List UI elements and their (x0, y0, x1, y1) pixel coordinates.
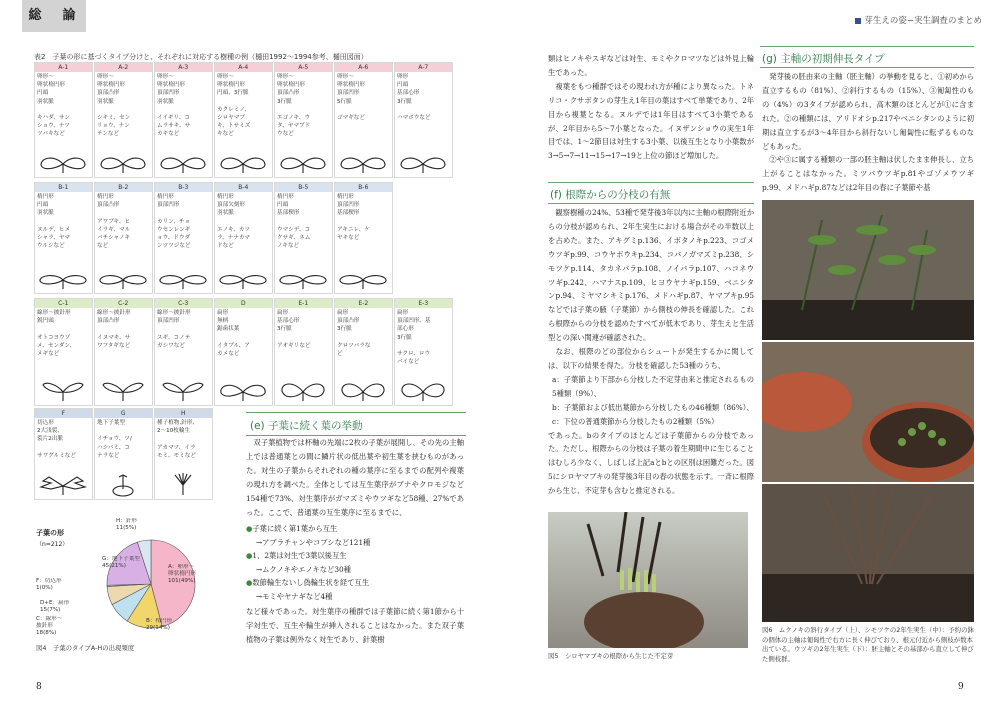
type-cell-b-3 (154, 182, 213, 294)
bullet-dot-icon: ● (246, 551, 253, 561)
bullet-item (246, 549, 464, 576)
page-number-left: 8 (36, 682, 42, 692)
pie-label-text: B：楕円形 29(14%) (146, 618, 173, 631)
type-code: A-1 (35, 63, 92, 72)
pie-label-text: A：卵形〜 卵状楕円形 101(49%) (168, 564, 196, 584)
type-cell-e-2 (334, 298, 393, 406)
section-f-heading-box (548, 182, 754, 204)
type-description: 扁形 頂部凸形 3行脈 クロツバラな ど (337, 310, 371, 358)
pie-label-5 (102, 556, 172, 584)
cotyledon-drawing-icon (337, 267, 389, 291)
type-code: B-5 (275, 183, 332, 192)
type-description: 楕円形 頂部凸形 アワブキ、ヒ イラギ、マル バチシャノキ など (97, 194, 131, 250)
type-cell-a-4 (214, 62, 273, 178)
section-e-para: 双子葉植物では杯軸の先端に2枚の子葉が展開し、その先の主軸上では普通葉との間に鱗片状の低出葉や初生葉を挟むものがあった。対生の子葉からそれぞれの種の葉序に至るまでの配列や複葉の現れ方を調べた。全体としては互生葉序がブナやクロモジなど154種で73%、対生葉序がガマズミやウツギなど58種、27%であった。ここで、普通葉の互生葉序に至るまでに、 (246, 438, 464, 517)
cotyledon-drawing-icon (37, 379, 89, 403)
type-code: A-5 (275, 63, 332, 72)
type-description: 卵形 円頭 基部心形 3行脈 ハマボウなど (397, 74, 431, 122)
section-e-heading: (e) 子葉に続く葉の挙動 (250, 420, 363, 432)
type-code: B-1 (35, 183, 92, 192)
section-g-body: 発芽後の胚由来の主軸（胚主軸）の挙動を見ると、①初めから直立するもの（81%）、②斜行するもの（15%）、③匍匐性のもの（4%）の3タイプが認められ、高木類のほとんどが①に含まれた。②の種類には、アリドオシp.217やベニシタンのように初期は直立するが3〜4年目から斜行ないし匍匐性に転ずるものなどもあった。 ②や③に属する種類の一部の胚主軸は伏したまま伸長し、立ち上がることはなかった。ミツバウツギp.81やゴゾメウツギp.99、メドハギp.87などは2年目の春に子葉節や基 (762, 72, 974, 193)
type-cell-a-3 (154, 62, 213, 178)
bullet-label-text: 1、2葉は対生で3葉以後互生 (252, 551, 347, 561)
type-code: E-1 (275, 299, 332, 308)
cotyledon-drawing-icon (217, 151, 269, 175)
bullet-label (246, 576, 464, 590)
fig6-photo-middle (762, 342, 974, 482)
type-cell-c-3 (154, 298, 213, 406)
page-number-right: 9 (958, 682, 964, 692)
cotyledon-drawing-icon (37, 473, 89, 497)
fig6-bottom-illustration (762, 484, 974, 622)
fig6-photo-top (762, 200, 974, 340)
type-description: 扁形 基部心形 3行脈 アオギリなど (277, 310, 311, 349)
type-code: E-2 (335, 299, 392, 308)
type-description: 地下子葉型 イチョウ、ツ/ ハシバミ、コ ナラなど (97, 420, 132, 459)
type-description: 線形〜披針形 鋭円頭 オトコヨウゾ メ、センダン、 メギなど (37, 310, 76, 358)
bullet-item (246, 522, 464, 549)
type-cell-b-4 (214, 182, 273, 294)
type-code: A-2 (95, 63, 152, 72)
bullet-label-text: 子葉に続く第1葉から互生 (252, 524, 338, 534)
type-cell-g (94, 408, 153, 500)
cotyledon-drawing-icon (157, 379, 209, 403)
type-description: 扁形 無柄 鋸歯状葉 イタブル、ア カメなど (217, 310, 250, 358)
type-cell-c-1 (34, 298, 93, 406)
type-cell-a-2 (94, 62, 153, 178)
type-code: C-1 (35, 299, 92, 308)
type-code: E-3 (395, 299, 452, 308)
type-code: F (35, 409, 92, 418)
type-cell-b-1 (34, 182, 93, 294)
cotyledon-drawing-icon (337, 151, 389, 175)
type-description: 切込形 2大浅裂、 裂片2出脈 サワグルミなど (37, 420, 76, 459)
type-description: 卵形〜 卵状楕円形 円頭、3行脈 カクレミノ、 シロヤマブ キ、トサミズ キなど (217, 74, 251, 138)
section-e-para2: など様々であった。対生葉序の種群では子葉節に続く第1節から十字対生で、互生や輪生が挿入されることはなかった。また双子葉植物の子葉は例外なく対生であり、針葉樹 (246, 607, 464, 645)
type-code: B-6 (335, 183, 392, 192)
type-cell-a-6 (334, 62, 393, 178)
type-description: 線形〜披針形 頂部凸形 イヌマキ、サ ワフタギなど (97, 310, 131, 349)
type-cell-f (34, 408, 93, 500)
type-code: A-6 (335, 63, 392, 72)
fig6-top-illustration (762, 200, 974, 340)
type-description: 卵形〜 卵状楕円形 頂部凸形 羽状脈 シキミ、セン リョウ、ナン テンなど (97, 74, 131, 138)
type-code: A-4 (215, 63, 272, 72)
pie-chart (34, 512, 234, 648)
type-cell-a-5 (274, 62, 333, 178)
bullet-dot-icon: ● (246, 524, 253, 534)
type-description: 線形〜披針形 頂部凹形 スギ、コノテ ガシワなど (157, 310, 191, 349)
pie-label-text: H：針形 11(5%) (116, 518, 137, 531)
type-description: 種子植物,針形、 2〜10枚輪生 アカマツ、イラ モミ、モミなど (157, 420, 198, 459)
type-code: B-3 (155, 183, 212, 192)
section-g-heading-box (760, 46, 974, 68)
type-cell-a-1 (34, 62, 93, 178)
type-cell-a-7 (394, 62, 453, 178)
fig4-caption: 図4 子葉のタイプA-Hの出現頻度 (36, 644, 135, 652)
pie-label-text: G：地下子葉型 45(21%) (102, 556, 140, 569)
bullet-label (246, 549, 464, 563)
type-description: 扁形 頂部凹形、基 部心形 3行脈 サクロ、ロウ バイなど (397, 310, 431, 366)
fig5-photo (548, 512, 748, 648)
type-code: C-2 (95, 299, 152, 308)
pie-label-0 (168, 564, 234, 592)
bullet-label (246, 522, 464, 536)
pie-label-text: D+E：扁形 15(7%) (40, 600, 70, 613)
section-f-para2: であった。bのタイプのほとんどは子葉節からの分枝であった。ただし、根際からの分枝は子葉の着生期間中に生じることはむしろ少なく、しばしば上記aとbとの区別は困難だった。図5にシロヤマブキの発芽後3年目の春の状態を示す。一斉に根際から生じ、不定芽も含むと推定される。 (548, 430, 754, 496)
pie-subtitle: （n=212） (36, 541, 69, 548)
mid-col-top: 類はヒノキやスギなどは対生、モミやクロマツなどは外見上輪生であった。 複葉をもつ種群ではその現われ方が種により異なった。トネリコ・クサボタンの芽生え1年目の葉はすべて単葉であり、2年目から複葉となる。ヌルデでは1年目はすべて3小葉であるが、2年目から5〜7小葉となった。イヌザンショウの実生1年目では、1〜2節目は対生する3小葉、以後互生となり小葉数が3→5→7→11→15→17→19と上位の節ほど増加した。 (548, 54, 755, 161)
cotyledon-drawing-icon (217, 379, 269, 403)
fig6-photo-bottom (762, 484, 974, 622)
pie-label-4 (36, 578, 106, 606)
cotyledon-drawing-icon (337, 379, 389, 403)
fig6-middle-illustration (762, 342, 974, 482)
type-code: B-2 (95, 183, 152, 192)
section-f-body (548, 206, 754, 498)
fig5-caption: 図5 シロヤマブキの根際から生じた不定芽 (548, 652, 674, 660)
type-cell-b-5 (274, 182, 333, 294)
section-e-bullets (246, 522, 464, 603)
cotyledon-drawing-icon (37, 267, 89, 291)
section-tab: 総 論 (22, 0, 86, 32)
type-cell-b-2 (94, 182, 153, 294)
type-description: 卵形〜 卵状楕円形 頂部凹形 羽状脈 イイギリ、コ ムラサキ、サ カキなど (157, 74, 191, 138)
cotyledon-drawing-icon (277, 267, 329, 291)
type-description: 卵形〜 卵状楕円形 円頭 羽状脈 キハダ、サン ショウ、ナツ ツバキなど (37, 74, 70, 138)
cotyledon-drawing-icon (97, 379, 149, 403)
bullet-sub: →ムクノキやエノキなど30種 (256, 564, 351, 574)
fig6-caption: 図6 ムクノキの斜行タイプ（上）、シモツケの2年生実生（中）：予約の鉢の個体の主軸は匍匐性で右方に長く伸びており、根元付近から側枝が数本出ている。ウツギの2年生実生（下）：胚主軸とその基部から直立して伸びた側枝群。 (762, 626, 974, 663)
cotyledon-drawing-icon (277, 151, 329, 175)
cotyledon-drawing-icon (397, 151, 449, 175)
running-header: 芽生えの姿−実生調査のまとめ (855, 14, 982, 26)
type-cell-h (154, 408, 213, 500)
section-e-body (246, 436, 464, 647)
bullet-dot-icon: ● (246, 578, 253, 588)
section-f-para: 観察樹種の24%、53種で発芽後3年以内に主軸の根際附近からの分枝が認められ、2年生実生における場合がその半数以上を占めた。また、アキグミp.136、イボタノキp.223、コゴメウツギp.99、コウヤボウキp.234、コバノガマズミp.238、シモツケp.114、タカネバラp.108、ノイバラp.107、ハコネウツギp.242、ハマナスp.109、ヒヨウヤナギp.159、ベニシタンp.94、ミヤマシキミp.176、メドハギp.87、ヤマブキp.95などでは子葉の腋（子葉節）から側枝の伸長を確認した。これら根際からの分枝を認めたすべてが低木であり、芽生えと生活型との深い関連が確認された。 なお、根際のどの部位からシュートが発生するかに関しては、以下の結果を得た。分枝を確認した53種のうち、 (548, 208, 754, 370)
bullet-sub: →アブラチャンやコブシなど121種 (256, 537, 371, 547)
type-description: 卵形〜 卵状楕円形 頂部凸形 3行脈 エゴノキ、ウ タ、ヤマブド ウなど (277, 74, 311, 138)
pie-label-6 (116, 518, 186, 546)
type-code: A-3 (155, 63, 212, 72)
type-cell-e-1 (274, 298, 333, 406)
section-f-heading: (f) 根際からの分枝の有無 (550, 189, 671, 201)
type-description: 楕円形 頂部欠刻形 羽状脈 エノキ、カツ ラ、ナナカマ ドなど (217, 194, 251, 250)
pie-label-1 (146, 618, 216, 646)
section-e-heading-box (246, 412, 466, 436)
cotyledon-drawing-icon (277, 379, 329, 403)
pie-label-text: F：切込形 1(0%) (36, 578, 62, 591)
cotyledon-drawing-icon (97, 473, 149, 497)
cotyledon-drawing-icon (157, 151, 209, 175)
type-code: H (155, 409, 212, 418)
cotyledon-drawing-icon (97, 151, 149, 175)
type-cell-b-6 (334, 182, 393, 294)
table-caption: 表2 子葉の形に基づくタイプ分けと、それぞれに対応する樹種の例（樋田1992〜1994参考、樋田図面） (34, 53, 368, 61)
cotyledon-drawing-icon (217, 267, 269, 291)
cotyledon-drawing-icon (397, 379, 449, 403)
bullet-item (246, 576, 464, 603)
branch-type-item: b：子葉節および低出葉節から分枝したもの46種類（86%）、 (552, 402, 754, 412)
type-description: 楕円形 頂部凹形 カリン、チョ ウセンレンギ ョウ、ドウダ ンツツジなど (157, 194, 191, 250)
type-description: 卵形〜 卵状楕円形 頂部凹形 5行脈 ゴマギなど (337, 74, 365, 122)
type-cell-d (214, 298, 273, 406)
pie-title: 子葉の形 (36, 529, 64, 537)
type-code: B-4 (215, 183, 272, 192)
cotyledon-drawing-icon (157, 267, 209, 291)
bullet-sub: →モミやヤナギなど4種 (256, 591, 333, 601)
type-description: 楕円形 円頭 羽状脈 ヌルデ、ヒメ シャラ、ヤマ ウルシなど (37, 194, 71, 250)
fig5-photo-illustration (548, 512, 748, 648)
type-cell-c-2 (94, 298, 153, 406)
type-description: 楕円形 頂部凹形 基部楔形 アキニレ、ケ ヤキなど (337, 194, 370, 242)
type-code: A-7 (395, 63, 452, 72)
cotyledon-drawing-icon (37, 151, 89, 175)
header-square-icon (855, 18, 861, 24)
cotyledon-drawing-icon (97, 267, 149, 291)
type-code: D (215, 299, 272, 308)
bullet-label-text: 数節輪生ないし偽輪生状を経て互生 (252, 578, 370, 588)
type-cell-e-3 (394, 298, 453, 406)
type-code: G (95, 409, 152, 418)
section-g-heading: (g) 主軸の初期伸長タイプ (762, 53, 885, 65)
type-description: 楕円形 円頭 基部楔形 ウマシデ、コ クサギ、ネム ノキなど (277, 194, 311, 250)
section-f-list (548, 373, 754, 429)
branch-type-item: a：子葉節より下部から分枝した不定芽由来と推定されるもの5種類（9%）、 (552, 374, 754, 398)
branch-type-item: c：下位の普通葉節から分枝したもの2種類（5%） (552, 416, 719, 426)
type-code: C-3 (155, 299, 212, 308)
cotyledon-drawing-icon (157, 473, 209, 497)
pie-label-text: C：線形〜 披針形 18(8%) (36, 616, 63, 636)
